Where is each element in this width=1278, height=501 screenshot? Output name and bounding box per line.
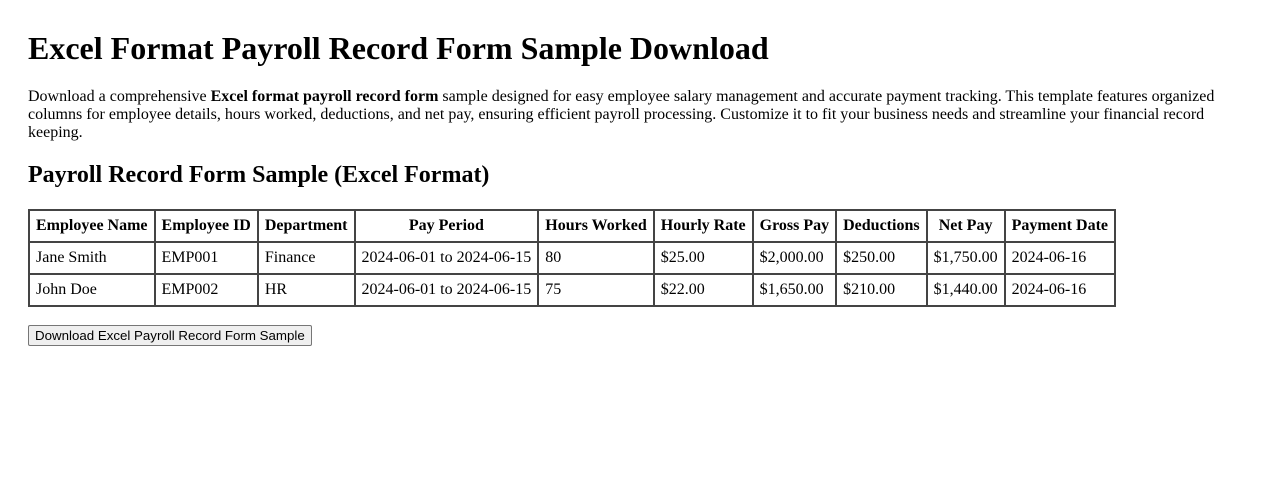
- download-button[interactable]: Download Excel Payroll Record Form Sample: [28, 325, 312, 346]
- col-header: Payment Date: [1005, 210, 1115, 242]
- col-header: Net Pay: [927, 210, 1005, 242]
- table-cell: 75: [538, 274, 654, 306]
- col-header: Employee ID: [155, 210, 258, 242]
- section-title: Payroll Record Form Sample (Excel Format): [28, 162, 490, 188]
- table-cell: 2024-06-01 to 2024-06-15: [355, 274, 539, 306]
- intro-before: Download a comprehensive: [28, 88, 211, 105]
- intro-text: [28, 88, 1250, 142]
- col-header: Gross Pay: [753, 210, 836, 242]
- intro-bold: Excel format payroll record form: [210, 88, 439, 105]
- table-cell: $22.00: [654, 274, 753, 306]
- table-cell: $1,440.00: [927, 274, 1005, 306]
- col-header: Deductions: [836, 210, 926, 242]
- table-cell: Finance: [258, 242, 355, 274]
- payroll-table: [28, 209, 1116, 307]
- col-header: Hourly Rate: [654, 210, 753, 242]
- table-cell: EMP001: [155, 242, 258, 274]
- table-cell: Jane Smith: [29, 242, 155, 274]
- col-header: Pay Period: [355, 210, 539, 242]
- page-title: Excel Format Payroll Record Form Sample Download: [28, 30, 769, 66]
- table-cell: $250.00: [836, 242, 926, 274]
- table-cell: $25.00: [654, 242, 753, 274]
- table-cell: $2,000.00: [753, 242, 836, 274]
- col-header: Department: [258, 210, 355, 242]
- table-cell: $210.00: [836, 274, 926, 306]
- col-header: Employee Name: [29, 210, 155, 242]
- table-cell: 2024-06-16: [1005, 242, 1115, 274]
- table-row: [29, 242, 1115, 274]
- table-cell: EMP002: [155, 274, 258, 306]
- table-cell: John Doe: [29, 274, 155, 306]
- table-cell: HR: [258, 274, 355, 306]
- table-cell: 80: [538, 242, 654, 274]
- col-header: Hours Worked: [538, 210, 654, 242]
- header-row: [29, 210, 1115, 242]
- table-cell: $1,650.00: [753, 274, 836, 306]
- table-row: [29, 274, 1115, 306]
- intro-after: sample designed for easy employee salary management and accurate payment tracking. This template features organized columns for employee details, hours worked, deductions, and net pay, ensuring efficient payroll processing. Customize it to fit your business needs and streamline your financial record keeping.: [28, 88, 1215, 141]
- table-cell: 2024-06-01 to 2024-06-15: [355, 242, 539, 274]
- table-cell: $1,750.00: [927, 242, 1005, 274]
- table-cell: 2024-06-16: [1005, 274, 1115, 306]
